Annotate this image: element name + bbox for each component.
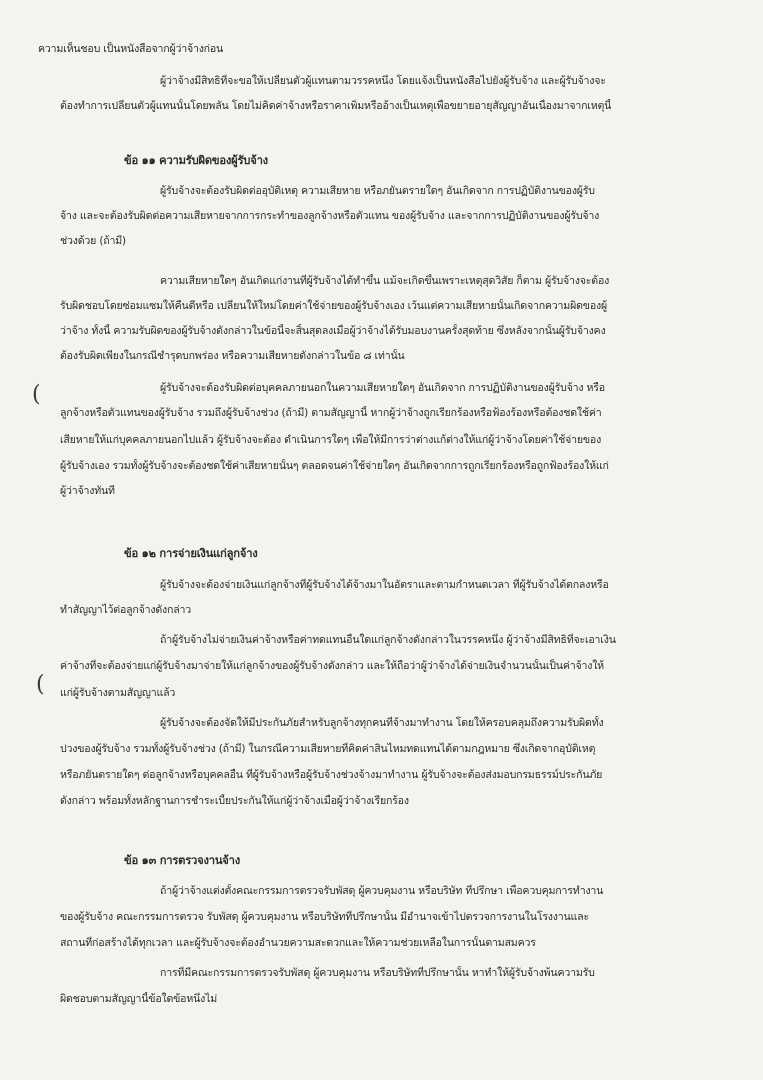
text-line: ช่วงด้วย (ถ้ามี) (60, 235, 126, 247)
text-line: ปวงของผู้รับจ้าง รวมทั้งผู้รับจ้างช่วง (ถ้ามี) ในกรณีความเสียหายที่คิดค่าสินไหมทดแทนได้ตามกฎหมาย ซึ่งเกิดจากอุบัติเหตุ (60, 743, 596, 755)
text-line: การที่มีคณะกรรมการตรวจรับพัสดุ ผู้ควบคุมงาน หรือบริษัทที่ปรึกษานั้น หาทำให้ผู้รับจ้างพ้นความรับ (160, 967, 595, 979)
text-line: ทำสัญญาไว้ต่อลูกจ้างดังกล่าว (60, 604, 192, 616)
text-line: ต้องรับผิดเพียงในกรณีชำรุดบกพร่อง หรือความเสียหายดังกล่าวในข้อ ๘ เท่านั้น (60, 350, 405, 362)
text-line: ของผู้รับจ้าง คณะกรรมการตรวจ รับพัสดุ ผู้ควบคุมงาน หรือบริษัทที่ปรึกษานั้น มีอำนาจเข้าไปตรวจการงานในโรงงานและ (60, 911, 589, 923)
section-heading: ข้อ ๑๑ ความรับผิดของผู้รับจ้าง (124, 154, 268, 167)
text-line: สถานที่ก่อสร้างได้ทุกเวลา และผู้รับจ้างจะต้องอำนวยความสะดวกและให้ความช่วยเหลือในการนั้นตามสมควร (60, 937, 536, 949)
text-line: จ้าง และจะต้องรับผิดต่อความเสียหายจากการกระทำของลูกจ้างหรือตัวแทน ของผู้รับจ้าง และจากการปฏิบัติงานของผู้รับจ้าง (60, 210, 600, 222)
text-line: ผู้ว่าจ้างทันที (60, 485, 115, 497)
text-line: แก่ผู้รับจ้างตามสัญญาแล้ว (60, 687, 176, 699)
text-line: ผู้รับจ้างเอง รวมทั้งผู้รับจ้างจะต้องชดใช้ค่าเสียหายนั้นๆ ตลอดจนค่าใช้จ่ายใดๆ อันเกิดจากการถูกเรียกร้องหรือถูกฟ้องร้องให้แก่ (60, 460, 609, 472)
text-line: ลูกจ้างหรือตัวแทนของผู้รับจ้าง รวมถึงผู้รับจ้างช่วง (ถ้ามี) ตามสัญญานี้ หากผู้ว่าจ้างถูกเรียกร้องหรือฟ้องร้องหรือต้องชดใช้ค่า (60, 407, 602, 419)
text-line: ว่าจ้าง ทั้งนี้ ความรับผิดของผู้รับจ้างดังกล่าวในข้อนี้จะสิ้นสุดลงเมื่อผู้ว่าจ้างได้รับมอบงานครั้งสุดท้าย ซึ่งหลังจากนั้นผู้รับจ้างคง (60, 325, 606, 337)
text-line: หรือภยันตรายใดๆ ต่อลูกจ้างหรือบุคคลอื่น ที่ผู้รับจ้างหรือผู้รับจ้างช่วงจ้างมาทำงาน ผู้รับจ้างจะต้องส่งมอบกรมธรรม์ประกันภัย (60, 769, 603, 781)
text-line: ผิดชอบตามสัญญานี้ข้อใดข้อหนึ่งไม่ (60, 993, 218, 1005)
text-line: ต้องทำการเปลี่ยนตัวผู้แทนนั้นโดยพลัน โดยไม่คิดค่าจ้างหรือราคาเพิ่มหรืออ้างเป็นเหตุเพื่อขยายอายุสัญญาอันเนื่องมาจากเหตุนี้ (60, 100, 612, 112)
text-line: ความเสียหายใดๆ อันเกิดแก่งานที่ผู้รับจ้างได้ทำขึ้น แม้จะเกิดขึ้นเพราะเหตุสุดวิสัย ก็ตาม ผู้รับจ้างจะต้อง (160, 275, 610, 287)
text-line: ผู้รับจ้างจะต้องรับผิดต่ออุบัติเหตุ ความเสียหาย หรือภยันตรายใดๆ อันเกิดจาก การปฏิบัติงานของผู้รับ (160, 185, 595, 197)
text-line: ผู้รับจ้างจะต้องจ่ายเงินแก่ลูกจ้างที่ผู้รับจ้างได้จ้างมาในอัตราและตามกำหนดเวลา ที่ผู้รับจ้างได้ตกลงหรือ (160, 579, 609, 591)
text-line: เสียหายให้แก่บุคคลภายนอกไปแล้ว ผู้รับจ้างจะต้อง ดำเนินการใดๆ เพื่อให้มีการว่าต่างแก้ต่างให้แก่ผู้ว่าจ้างโดยค่าใช้จ่ายของ (60, 434, 602, 446)
text-line: ดังกล่าว พร้อมทั้งหลักฐานการชำระเบี้ยประกันให้แก่ผู้ว่าจ้างเมื่อผู้ว่าจ้างเรียกร้อง (60, 795, 409, 807)
text-line: ความเห็นชอบ เป็นหนังสือจากผู้ว่าจ้างก่อน (38, 43, 224, 55)
text-line: ค่าจ้างที่จะต้องจ่ายแก่ผู้รับจ้างมาจ่ายให้แก่ลูกจ้างของผู้รับจ้างดังกล่าว และให้ถือว่าผู้ว่าจ้างได้จ่ายเงินจำนวนนั้นเป็นค่าจ้างให้ (60, 660, 604, 672)
text-line: ผู้รับจ้างจะต้องรับผิดต่อบุคคลภายนอกในความเสียหายใดๆ อันเกิดจาก การปฏิบัติงานของผู้รับจ้าง หรือ (160, 382, 605, 394)
text-line: ถ้าผู้รับจ้างไม่จ่ายเงินค่าจ้างหรือค่าทดแทนอื่นใดแก่ลูกจ้างดังกล่าวในวรรคหนึ่ง ผู้ว่าจ้างมีสิทธิที่จะเอาเงิน (160, 634, 616, 646)
text-line: ถ้าผู้ว่าจ้างแต่งตั้งคณะกรรมการตรวจรับพัสดุ ผู้ควบคุมงาน หรือบริษัท ที่ปรึกษา เพื่อควบคุมการทำงาน (160, 885, 604, 897)
text-line: รับผิดชอบโดยซ่อมแซมให้คืนดีหรือ เปลี่ยนให้ใหม่โดยค่าใช้จ่ายของผู้รับจ้างเอง เว้นแต่ความเสียหายนั้นเกิดจากความผิดของผู้ (60, 300, 607, 312)
text-line: ผู้ว่าจ้างมีสิทธิที่จะขอให้เปลี่ยนตัวผู้แทนตามวรรคหนึ่ง โดยแจ้งเป็นหนังสือไปยังผู้รับจ้าง และผู้รับจ้างจะ (160, 75, 606, 87)
margin-bracket-mark: ( (32, 382, 41, 407)
section-heading: ข้อ ๑๓ การตรวจงานจ้าง (124, 854, 240, 867)
text-line: ผู้รับจ้างจะต้องจัดให้มีประกันภัยสำหรับลูกจ้างทุกคนที่จ้างมาทำงาน โดยให้ครอบคลุมถึงความรับผิดทั้ง (160, 717, 604, 729)
margin-bracket-mark: ( (36, 672, 45, 697)
section-heading: ข้อ ๑๒ การจ่ายเงินแก่ลูกจ้าง (124, 547, 258, 560)
